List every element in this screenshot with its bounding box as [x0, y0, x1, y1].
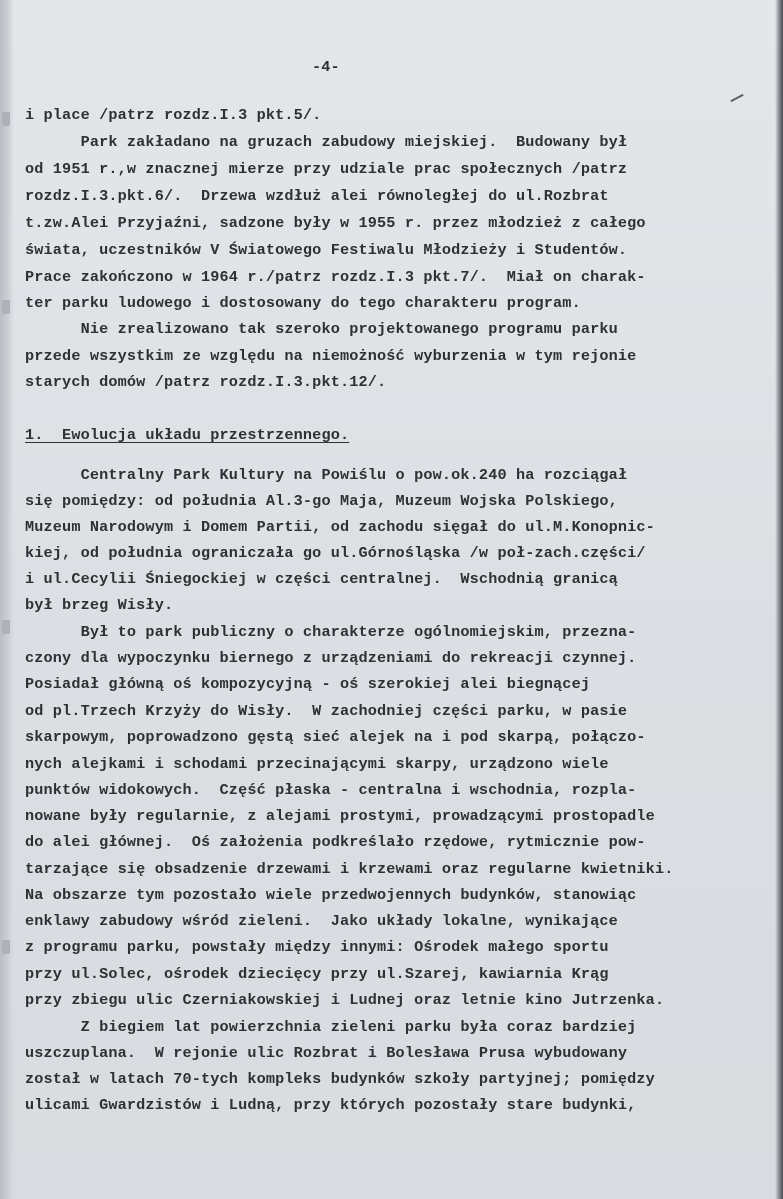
- text-line: Prace zakończono w 1964 r./patrz rozdz.I.3 pkt.7/. Miał on charak-: [25, 268, 646, 286]
- text-line: Nie zrealizowano tak szeroko projektowanego programu parku: [25, 320, 618, 338]
- text-line: skarpowym, poprowadzono gęstą sieć alejek na i pod skarpą, połączo-: [25, 728, 646, 746]
- text-line: Centralny Park Kultury na Powiślu o pow.ok.240 ha rozciągał: [25, 466, 628, 484]
- text-line: t.zw.Alei Przyjaźni, sadzone były w 1955 r. przez młodzież z całego: [25, 214, 646, 232]
- text-line: Z biegiem lat powierzchnia zieleni parku była coraz bardziej: [25, 1018, 637, 1036]
- page-left-edge: [0, 0, 14, 1199]
- text-line: przy zbiegu ulic Czerniakowskiej i Ludnej oraz letnie kino Jutrzenka.: [25, 991, 665, 1009]
- pencil-mark: [730, 94, 743, 102]
- text-line: uszczuplana. W rejonie ulic Rozbrat i Bolesława Prusa wybudowany: [25, 1044, 628, 1062]
- text-line: Park zakładano na gruzach zabudowy miejskiej. Budowany był: [25, 133, 628, 151]
- punch-hole: [2, 112, 10, 126]
- text-line: z programu parku, powstały między innymi: Ośrodek małego sportu: [25, 938, 609, 956]
- text-line: rozdz.I.3.pkt.6/. Drzewa wzdłuż alei równoległej do ul.Rozbrat: [25, 187, 609, 205]
- text-line: Na obszarze tym pozostało wiele przedwojennych budynków, stanowiąc: [25, 886, 637, 904]
- text-line: czony dla wypoczynku biernego z urządzeniami do rekreacji czynnej.: [25, 649, 637, 667]
- text-line: ulicami Gwardzistów i Ludną, przy których pozostały stare budynki,: [25, 1096, 637, 1114]
- text-line: się pomiędzy: od południa Al.3-go Maja, Muzeum Wojska Polskiego,: [25, 492, 618, 510]
- text-line: i ul.Cecylii Śniegockiej w części centralnej. Wschodnią granicą: [25, 570, 618, 588]
- text-line: punktów widokowych. Część płaska - centralna i wschodnia, rozpla-: [25, 781, 637, 799]
- text-line: starych domów /patrz rozdz.I.3.pkt.12/.: [25, 373, 387, 391]
- punch-hole: [2, 620, 10, 634]
- page-right-edge: [775, 0, 783, 1199]
- text-line: od 1951 r.,w znacznej mierze przy udziale prac społecznych /patrz: [25, 160, 628, 178]
- text-line: był brzeg Wisły.: [25, 596, 174, 614]
- text-line: enklawy zabudowy wśród zieleni. Jako układy lokalne, wynikające: [25, 912, 618, 930]
- punch-hole: [2, 940, 10, 954]
- punch-hole: [2, 300, 10, 314]
- text-line: nych alejkami i schodami przecinającymi skarpy, urządzono wiele: [25, 755, 609, 773]
- text-line: Muzeum Narodowym i Domem Partii, od zachodu sięgał do ul.M.Konopnic-: [25, 518, 655, 536]
- page-number: -4-: [312, 58, 340, 76]
- text-line: przede wszystkim ze względu na niemożność wyburzenia w tym rejonie: [25, 347, 637, 365]
- text-line: do alei głównej. Oś założenia podkreślało rzędowe, rytmicznie pow-: [25, 833, 646, 851]
- text-line: kiej, od południa ograniczała go ul.Górnośląska /w poł-zach.części/: [25, 544, 646, 562]
- text-line: i place /patrz rozdz.I.3 pkt.5/.: [25, 106, 322, 124]
- text-line: świata, uczestników V Światowego Festiwalu Młodzieży i Studentów.: [25, 241, 628, 259]
- text-line: ter parku ludowego i dostosowany do tego charakteru program.: [25, 294, 581, 312]
- text-line: Był to park publiczny o charakterze ogólnomiejskim, przezna-: [25, 623, 637, 641]
- text-line: nowane były regularnie, z alejami prostymi, prowadzącymi prostopadle: [25, 807, 655, 825]
- text-line: tarzające się obsadzenie drzewami i krzewami oraz regularne kwietniki.: [25, 860, 674, 878]
- text-line: przy ul.Solec, ośrodek dziecięcy przy ul.Szarej, kawiarnia Krąg: [25, 965, 609, 983]
- text-line: został w latach 70-tych kompleks budynków szkoły partyjnej; pomiędzy: [25, 1070, 655, 1088]
- text-line: od pl.Trzech Krzyży do Wisły. W zachodniej części parku, w pasie: [25, 702, 628, 720]
- text-line: Posiadał główną oś kompozycyjną - oś szerokiej alei biegnącej: [25, 675, 591, 693]
- section-heading: 1. Ewolucja układu przestrzennego.: [25, 426, 350, 444]
